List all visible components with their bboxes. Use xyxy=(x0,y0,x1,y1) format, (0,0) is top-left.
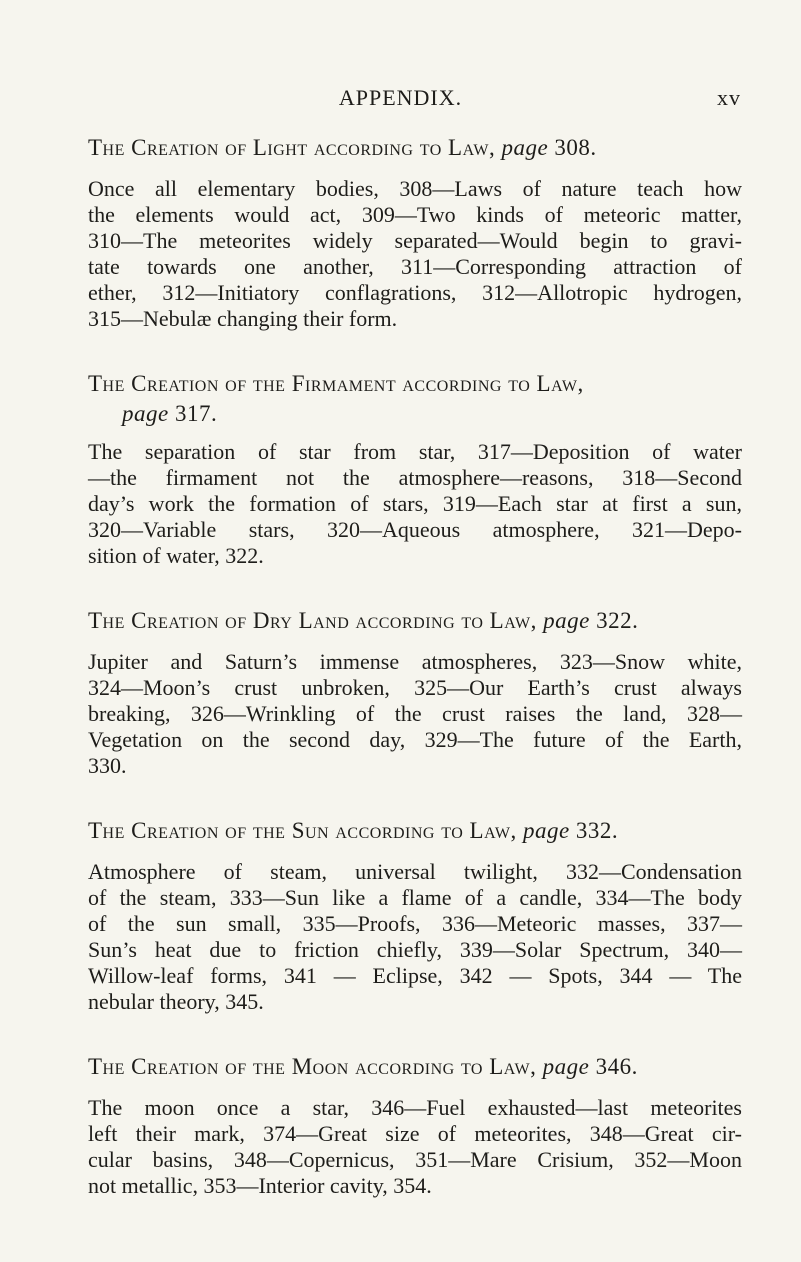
summary-line: tate towards one another, 311—Corresponding attraction of xyxy=(88,254,742,279)
summary-line: 330. xyxy=(88,753,127,778)
running-title: APPENDIX. xyxy=(338,85,463,110)
section-light xyxy=(88,133,742,332)
summary-line: the elements would act, 309—Two kinds of meteoric matter, xyxy=(88,202,742,227)
section-dry-land xyxy=(88,606,742,779)
section-heading: The Creation of the Moon according to Law, page 346. xyxy=(88,1054,638,1079)
section-heading: The Creation of the Firmament according to Law, page 317. xyxy=(88,371,584,426)
summary-line: of the steam, 333—Sun like a flame of a candle, 334—The body xyxy=(88,885,742,910)
summary-line: sition of water, 322. xyxy=(88,543,264,568)
section-summary xyxy=(88,859,742,1015)
contents-sections xyxy=(88,133,742,1199)
section-summary xyxy=(88,649,742,779)
running-head xyxy=(0,84,801,112)
summary-line: of the sun small, 335—Proofs, 336—Meteoric masses, 337— xyxy=(88,911,742,936)
summary-line: ether, 312—Initiatory conflagrations, 312—Allotropic hydrogen, xyxy=(88,280,742,305)
summary-line: left their mark, 374—Great size of meteorites, 348—Great cir- xyxy=(88,1121,742,1146)
section-sun xyxy=(88,816,742,1015)
section-heading: The Creation of the Sun according to Law, page 332. xyxy=(88,818,619,843)
summary-line: not metallic, 353—Interior cavity, 354. xyxy=(88,1173,432,1198)
summary-line: 320—Variable stars, 320—Aqueous atmosphere, 321—Depo- xyxy=(88,517,742,542)
summary-line: The separation of star from star, 317—Deposition of water xyxy=(88,439,742,464)
section-moon xyxy=(88,1052,742,1199)
summary-line: 315—Nebulæ changing their form. xyxy=(88,306,398,331)
summary-line: Vegetation on the second day, 329—The future of the Earth, xyxy=(88,727,742,752)
summary-line: cular basins, 348—Copernicus, 351—Mare Crisium, 352—Moon xyxy=(88,1147,742,1172)
summary-line: —the firmament not the atmosphere—reasons, 318—Second xyxy=(88,465,742,490)
summary-line: Willow-leaf forms, 341 — Eclipse, 342 — Spots, 344 — The xyxy=(88,963,742,988)
summary-line: 324—Moon’s crust unbroken, 325—Our Earth’s crust always xyxy=(88,675,742,700)
section-heading: The Creation of Dry Land according to Law, page 322. xyxy=(88,608,639,633)
page-number: xv xyxy=(717,85,741,110)
section-summary xyxy=(88,439,742,569)
section-summary xyxy=(88,1095,742,1199)
summary-line: day’s work the formation of stars, 319—Each star at first a sun, xyxy=(88,491,742,516)
summary-line: Jupiter and Saturn’s immense atmospheres, 323—Snow white, xyxy=(88,649,742,674)
summary-line: nebular theory, 345. xyxy=(88,989,264,1014)
section-summary xyxy=(88,176,742,332)
summary-line: breaking, 326—Wrinkling of the crust raises the land, 328— xyxy=(88,701,742,726)
summary-line: Once all elementary bodies, 308—Laws of nature teach how xyxy=(88,176,742,201)
summary-line: The moon once a star, 346—Fuel exhausted—last meteorites xyxy=(88,1095,742,1120)
summary-line: 310—The meteorites widely separated—Would begin to gravi- xyxy=(88,228,742,253)
summary-line: Atmosphere of steam, universal twilight, 332—Condensation xyxy=(88,859,742,884)
section-firmament xyxy=(88,369,742,569)
section-heading: The Creation of Light according to Law, page 308. xyxy=(88,135,597,160)
summary-line: Sun’s heat due to friction chiefly, 339—Solar Spectrum, 340— xyxy=(88,937,742,962)
